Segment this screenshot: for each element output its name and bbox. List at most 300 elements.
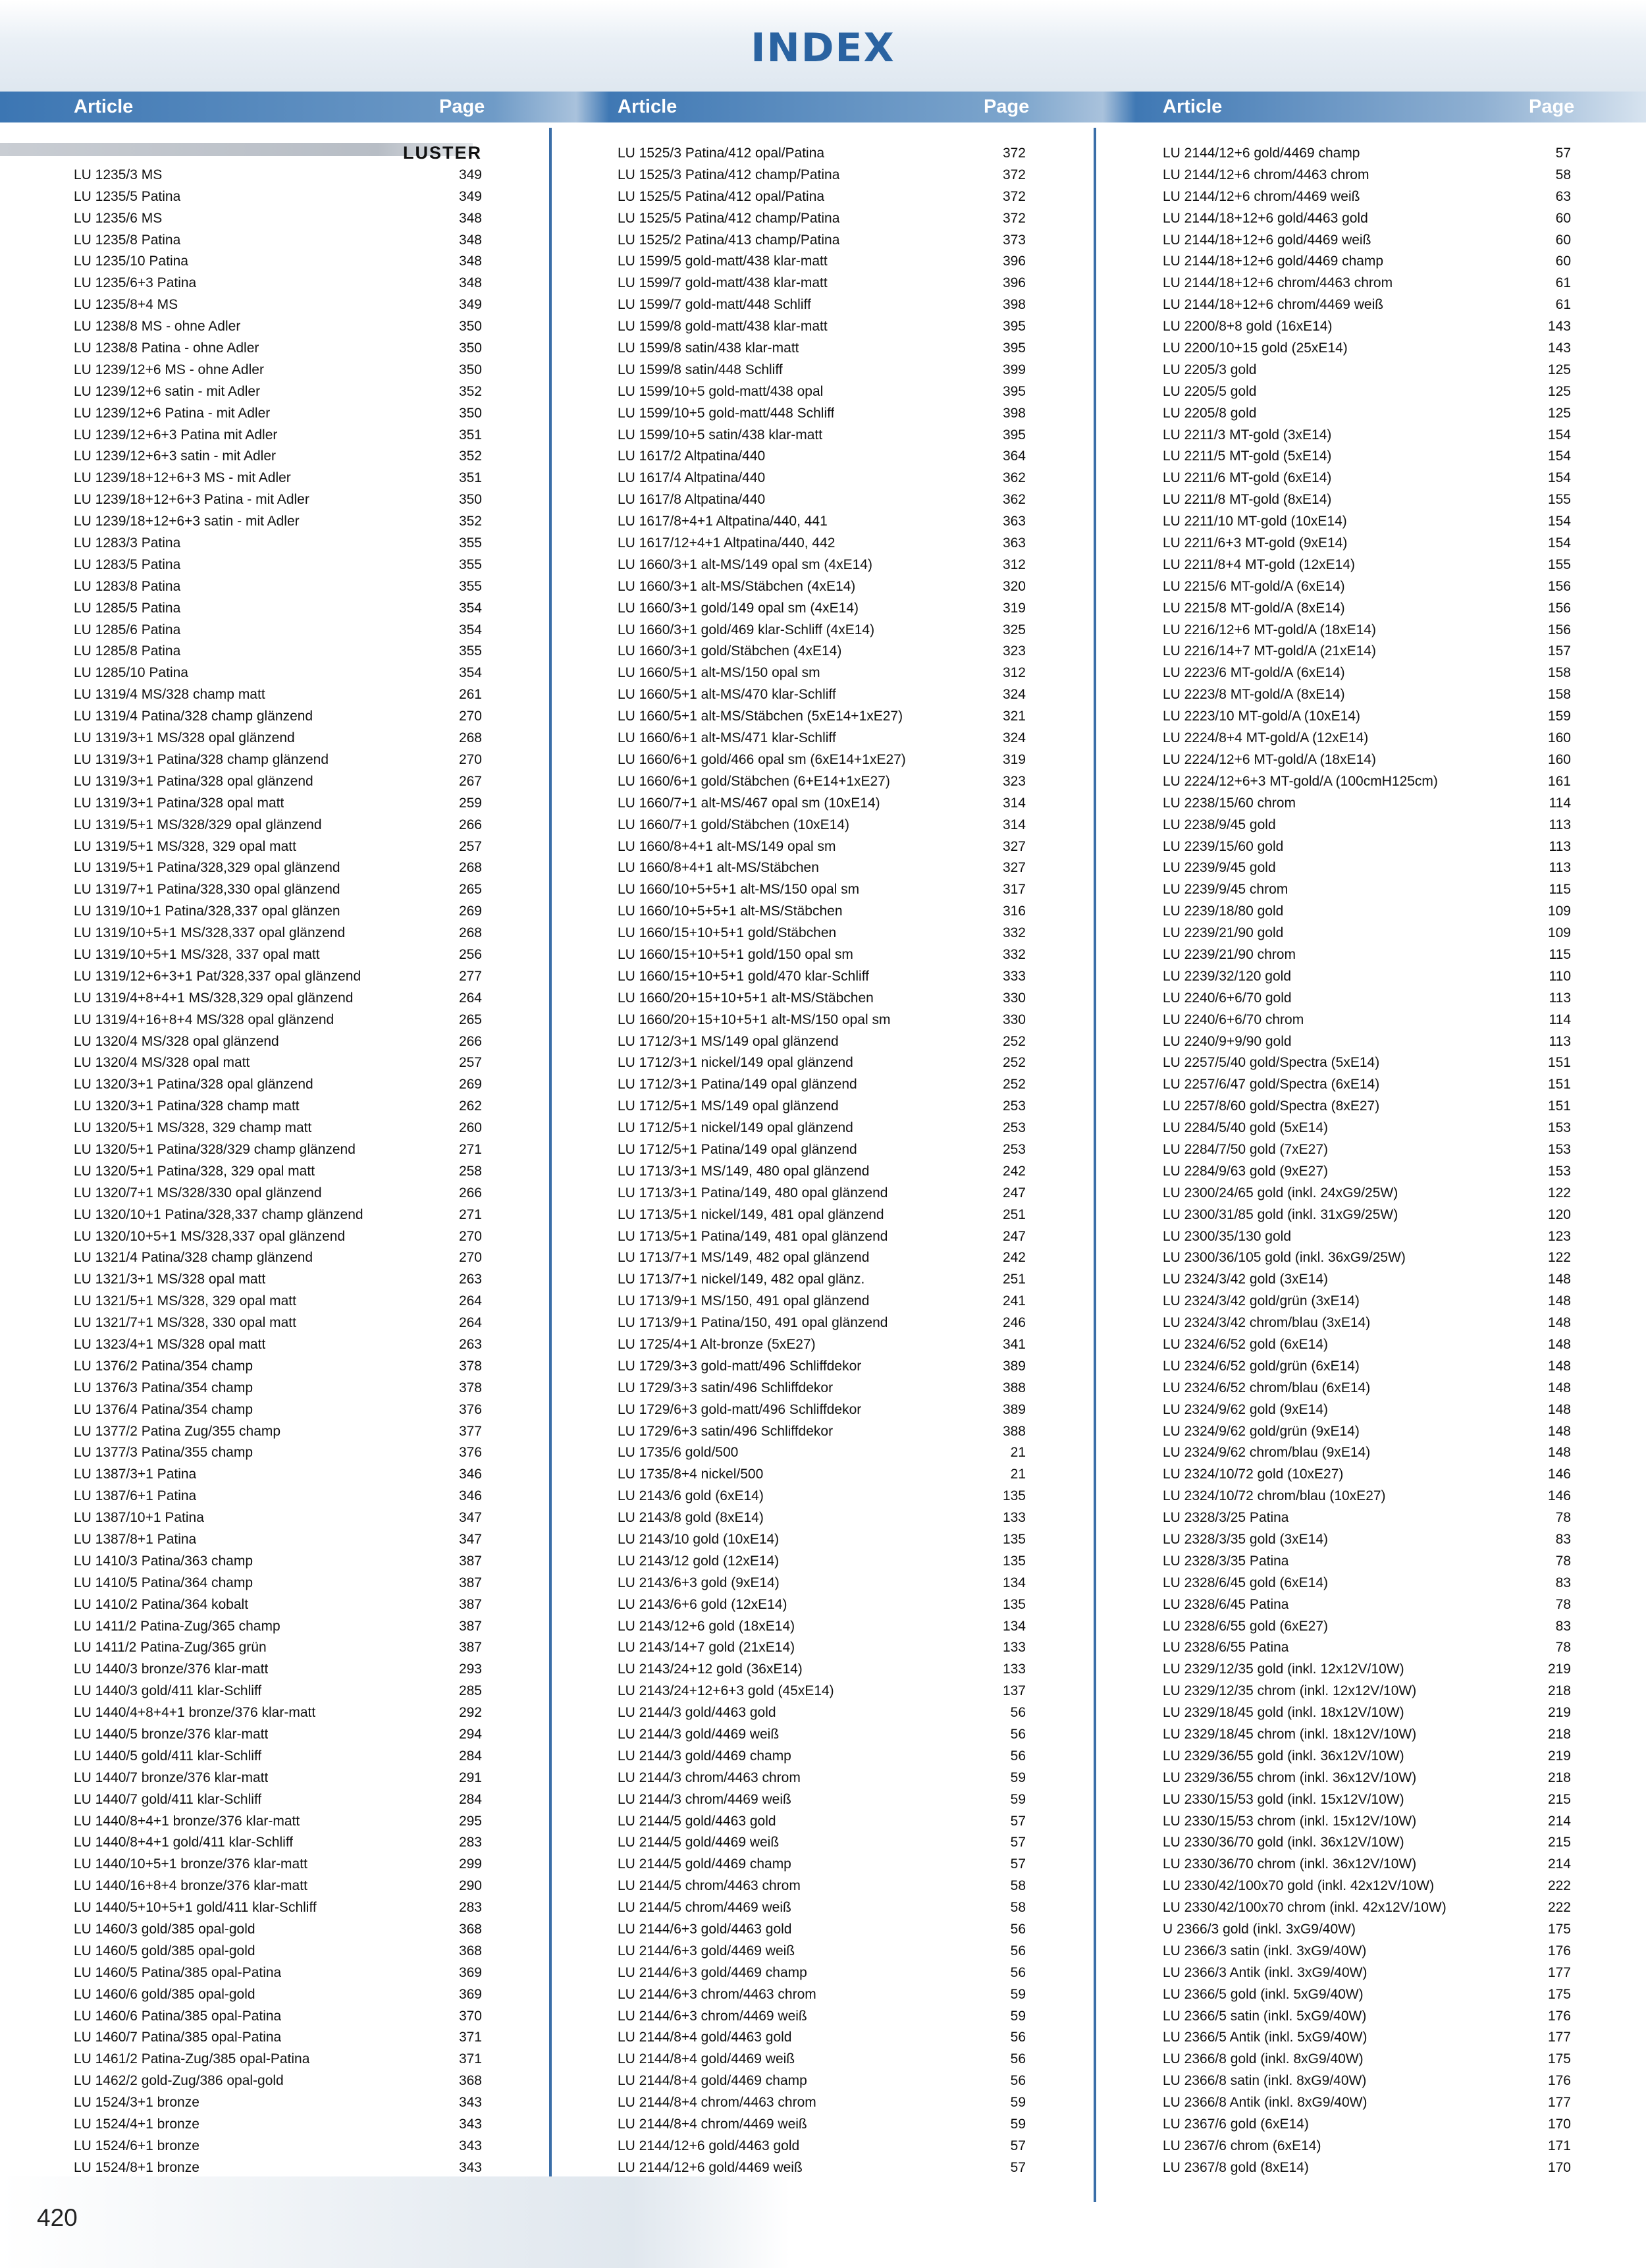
index-entry (74, 576, 482, 598)
index-entry (74, 446, 482, 468)
index-entry-page: 252 (1002, 1055, 1026, 1071)
index-entry-article: LU 2328/3/35 Patina (1163, 1553, 1289, 1569)
index-entry (618, 554, 1026, 576)
index-entry (1163, 879, 1571, 901)
index-entry-article: LU 1524/3+1 bronze (74, 2095, 199, 2111)
index-entry-page: 148 (1547, 1380, 1571, 1395)
index-entry-page: 151 (1547, 1098, 1571, 1114)
index-entry (618, 511, 1026, 533)
index-entry (1163, 1486, 1571, 1507)
index-entry-page: 323 (1002, 643, 1026, 659)
index-entry-article: LU 2200/8+8 gold (16xE14) (1163, 319, 1333, 335)
index-entry-article: LU 2224/12+6+3 MT-gold/A (100cmH125cm) (1163, 773, 1438, 789)
index-entry-page: 369 (458, 1986, 482, 2002)
index-entry-page: 343 (458, 2095, 482, 2111)
index-entry-article: LU 2239/9/45 chrom (1163, 882, 1288, 898)
index-entry (1163, 273, 1571, 294)
index-entry-article: LU 1712/3+1 MS/149 opal glänzend (618, 1033, 839, 1049)
index-entry-article: LU 2324/9/62 gold (9xE14) (1163, 1401, 1329, 1417)
index-entry-page: 389 (1002, 1401, 1026, 1417)
index-entry (1163, 1421, 1571, 1443)
index-entry-article: LU 1440/5 gold/411 klar-Schliff (74, 1748, 262, 1764)
index-entry-article: LU 1239/18+12+6+3 Patina - mit Adler (74, 492, 309, 508)
index-entry-page: 247 (1002, 1228, 1026, 1244)
index-entry-article: LU 1725/4+1 Alt-bronze (5xE27) (618, 1336, 816, 1352)
index-entry-article: LU 2205/8 gold (1163, 405, 1257, 421)
index-entry-article: LU 2257/6/47 gold/Spectra (6xE14) (1163, 1077, 1380, 1093)
index-entry (1163, 641, 1571, 662)
index-entry-page: 351 (458, 470, 482, 486)
index-entry (1163, 1681, 1571, 1702)
index-entry-article: LU 2328/3/25 Patina (1163, 1510, 1289, 1526)
index-entry-article: LU 1440/8+4+1 bronze/376 klar-matt (74, 1813, 300, 1829)
index-entry-article: LU 1321/5+1 MS/328, 329 opal matt (74, 1293, 296, 1309)
index-entry (1163, 1334, 1571, 1356)
index-entry-page: 56 (1010, 1727, 1026, 1742)
index-entry-page: 253 (1002, 1098, 1026, 1114)
index-entry-page: 343 (458, 2159, 482, 2175)
index-entry (1163, 1746, 1571, 1768)
index-entry-page: 134 (1002, 1618, 1026, 1634)
index-entry-article: LU 2144/18+12+6 gold/4463 gold (1163, 210, 1368, 226)
index-entry (1163, 793, 1571, 815)
index-entry-article: LU 1319/5+1 Patina/328,329 opal glänzend (74, 860, 340, 876)
index-entry (1163, 1616, 1571, 1638)
index-entry-article: LU 2367/8 gold (8xE14) (1163, 2159, 1309, 2175)
index-entry (618, 2027, 1026, 2049)
index-entry-article: LU 1460/6 gold/385 opal-gold (74, 1986, 255, 2002)
index-entry-page: 327 (1002, 838, 1026, 854)
index-entry-page: 56 (1010, 1964, 1026, 1980)
index-entry (618, 966, 1026, 988)
index-entry-page: 314 (1002, 795, 1026, 811)
index-entry-article: LU 2328/3/35 gold (3xE14) (1163, 1532, 1329, 1547)
index-entry-page: 133 (1002, 1661, 1026, 1677)
index-entry-page: 160 (1547, 730, 1571, 746)
index-entry-page: 299 (458, 1856, 482, 1872)
index-entry-article: LU 1239/18+12+6+3 MS - mit Adler (74, 470, 291, 486)
index-entry-page: 316 (1002, 904, 1026, 919)
index-entry-page: 263 (458, 1272, 482, 1287)
index-entry-article: LU 2143/8 gold (8xE14) (618, 1510, 764, 1526)
index-entry (618, 208, 1026, 230)
index-entry-page: 295 (458, 1813, 482, 1829)
index-entry-page: 261 (458, 687, 482, 703)
index-entry (618, 1226, 1026, 1248)
index-entry-article: LU 1440/7 bronze/376 klar-matt (74, 1769, 269, 1785)
index-entry (1163, 489, 1571, 511)
index-entry-page: 387 (458, 1575, 482, 1590)
index-entry (1163, 966, 1571, 988)
index-entry-article: LU 1525/3 Patina/412 opal/Patina (618, 146, 825, 161)
index-entry (618, 815, 1026, 836)
index-entry-article: LU 2284/7/50 gold (7xE27) (1163, 1141, 1329, 1157)
index-entry-article: LU 2330/42/100x70 chrom (inkl. 42x12V/10W) (1163, 1900, 1447, 1916)
index-entry-page: 61 (1555, 297, 1571, 313)
index-entry-page: 324 (1002, 687, 1026, 703)
index-entry-article: LU 2300/36/105 gold (inkl. 36xG9/25W) (1163, 1250, 1406, 1266)
index-entry-page: 61 (1555, 275, 1571, 291)
index-entry-page: 332 (1002, 925, 1026, 941)
index-entry-page: 151 (1547, 1055, 1571, 1071)
index-entry-page: 362 (1002, 492, 1026, 508)
index-entry-page: 319 (1002, 751, 1026, 767)
index-entry-page: 263 (458, 1336, 482, 1352)
index-entry-page: 291 (458, 1769, 482, 1785)
index-entry-article: LU 2366/5 gold (inkl. 5xG9/40W) (1163, 1986, 1364, 2002)
index-entry (1163, 2092, 1571, 2114)
index-entry-page: 120 (1547, 1206, 1571, 1222)
index-entry-article: LU 2330/36/70 chrom (inkl. 36x12V/10W) (1163, 1856, 1417, 1872)
index-entry (1163, 944, 1571, 966)
index-entry (1163, 815, 1571, 836)
index-entry-article: LU 1525/2 Patina/413 champ/Patina (618, 232, 840, 248)
index-entry (618, 2157, 1026, 2179)
index-entry-article: LU 1319/4+8+4+1 MS/328,329 opal glänzend (74, 990, 354, 1006)
index-entry-article: LU 1460/3 gold/385 opal-gold (74, 1922, 255, 1937)
index-entry-article: LU 1319/4 MS/328 champ matt (74, 687, 265, 703)
index-entry-article: LU 2144/3 gold/4469 weiß (618, 1727, 780, 1742)
index-entry-page: 371 (458, 2030, 482, 2045)
index-entry-article: LU 1321/7+1 MS/328, 330 opal matt (74, 1315, 296, 1331)
index-entry (74, 1897, 482, 1919)
index-entry-article: LU 2239/9/45 gold (1163, 860, 1276, 876)
index-entry (74, 1811, 482, 1833)
index-entry-article: LU 2205/3 gold (1163, 362, 1257, 377)
index-entry (74, 1247, 482, 1269)
index-entry-page: 352 (458, 383, 482, 399)
index-entry (618, 273, 1026, 294)
index-entry-article: LU 1713/5+1 Patina/149, 481 opal glänzend (618, 1228, 888, 1244)
index-entry (618, 1681, 1026, 1702)
index-entry-page: 290 (458, 1878, 482, 1894)
index-entry (1163, 662, 1571, 684)
index-entry (1163, 576, 1571, 598)
index-entry (1163, 1919, 1571, 1941)
index-entry (618, 1312, 1026, 1334)
index-entry-article: LU 2366/8 Antik (inkl. 8xG9/40W) (1163, 2095, 1367, 2111)
index-entry (74, 360, 482, 381)
index-entry-page: 377 (458, 1423, 482, 1439)
index-entry-article: LU 1319/7+1 Patina/328,330 opal glänzend (74, 882, 340, 898)
index-entry-page: 146 (1547, 1488, 1571, 1504)
index-entry-page: 146 (1547, 1467, 1571, 1482)
index-entry-page: 153 (1547, 1163, 1571, 1179)
index-entry (1163, 836, 1571, 858)
index-entry (1163, 230, 1571, 252)
index-entry (1163, 1356, 1571, 1378)
index-entry-article: LU 2205/5 gold (1163, 383, 1257, 399)
index-entry-article: LU 1320/5+1 Patina/328, 329 opal matt (74, 1163, 315, 1179)
index-entry-article: LU 1525/3 Patina/412 champ/Patina (618, 167, 840, 182)
index-entry (74, 1486, 482, 1507)
index-entry-article: LU 1713/3+1 Patina/149, 480 opal glänzend (618, 1185, 888, 1201)
index-entry-page: 283 (458, 1900, 482, 1916)
index-entry-article: LU 1660/10+5+5+1 alt-MS/150 opal sm (618, 882, 860, 898)
column-header-page-3: Page (1529, 96, 1575, 117)
index-entry (618, 2006, 1026, 2028)
index-entry (74, 1616, 482, 1638)
index-entry (74, 728, 482, 749)
index-entry-page: 60 (1555, 210, 1571, 226)
index-entry-page: 83 (1555, 1532, 1571, 1547)
index-entry-article: LU 1660/15+10+5+1 gold/470 klar-Schliff (618, 968, 869, 984)
index-entry-page: 395 (1002, 340, 1026, 356)
index-entry (1163, 620, 1571, 641)
index-entry-page: 63 (1555, 188, 1571, 204)
index-entry (74, 554, 482, 576)
index-entry-article: LU 1238/8 Patina - ohne Adler (74, 340, 259, 356)
index-entry-page: 148 (1547, 1401, 1571, 1417)
index-entry-article: LU 1410/2 Patina/364 kobalt (74, 1596, 249, 1612)
index-entry-article: LU 1320/3+1 Patina/328 champ matt (74, 1098, 300, 1114)
index-entry (1163, 1312, 1571, 1334)
index-entry-article: LU 1617/2 Altpatina/440 (618, 448, 766, 464)
index-entry (1163, 1247, 1571, 1269)
index-entry (618, 316, 1026, 338)
index-entry-page: 351 (458, 427, 482, 443)
index-entry-article: LU 1712/3+1 Patina/149 opal glänzend (618, 1077, 857, 1093)
index-entry-article: LU 2215/8 MT-gold/A (8xE14) (1163, 600, 1345, 616)
index-entry (74, 1378, 482, 1399)
index-entry (74, 598, 482, 620)
index-entry (618, 1052, 1026, 1074)
index-entry (74, 1464, 482, 1486)
index-entry-article: LU 1319/5+1 MS/328/329 opal glänzend (74, 817, 322, 832)
index-entry-article: LU 2239/21/90 chrom (1163, 946, 1296, 962)
index-entry (74, 1226, 482, 1248)
index-entry (74, 944, 482, 966)
index-entry (74, 489, 482, 511)
index-entry (618, 1291, 1026, 1312)
index-entry-page: 113 (1549, 990, 1571, 1006)
index-entry (1163, 1573, 1571, 1594)
index-entry-article: LU 2240/6+6/70 gold (1163, 990, 1292, 1006)
index-column-3 (1163, 143, 1571, 2179)
index-entry-page: 319 (1002, 600, 1026, 616)
index-entry-article: LU 1283/5 Patina (74, 556, 181, 572)
index-entry (74, 1118, 482, 1139)
index-entry (1163, 403, 1571, 425)
index-entry-article: LU 2284/5/40 gold (5xE14) (1163, 1120, 1329, 1136)
index-entry (1163, 1962, 1571, 1984)
index-entry-page: 270 (458, 1228, 482, 1244)
index-entry (74, 1421, 482, 1443)
index-entry-article: LU 2300/24/65 gold (inkl. 24xG9/25W) (1163, 1185, 1398, 1201)
index-entry (618, 1724, 1026, 1746)
index-entry-page: 218 (1547, 1683, 1571, 1699)
index-entry (618, 1897, 1026, 1919)
index-entry-article: LU 1599/8 satin/438 klar-matt (618, 340, 799, 356)
index-entry-article: LU 1660/15+10+5+1 gold/150 opal sm (618, 946, 853, 962)
index-entry-article: LU 1460/5 Patina/385 opal-Patina (74, 1964, 282, 1980)
index-entry-article: LU 2144/12+6 gold/4463 gold (618, 2138, 800, 2153)
index-column-2 (618, 143, 1026, 2179)
index-entry-page: 58 (1010, 1900, 1026, 1916)
index-entry (1163, 2114, 1571, 2136)
index-entry-page: 262 (458, 1098, 482, 1114)
index-entry-page: 59 (1010, 1791, 1026, 1807)
index-entry-article: LU 2239/32/120 gold (1163, 968, 1291, 984)
index-entry-article: LU 1617/8+4+1 Altpatina/440, 441 (618, 514, 828, 529)
index-entry-page: 363 (1002, 535, 1026, 551)
index-entry (1163, 857, 1571, 879)
index-entry-article: LU 2366/3 Antik (inkl. 3xG9/40W) (1163, 1964, 1367, 1980)
index-entry-page: 83 (1555, 1575, 1571, 1590)
index-entry-article: LU 1660/7+1 alt-MS/467 opal sm (10xE14) (618, 795, 880, 811)
index-entry-page: 156 (1547, 622, 1571, 637)
index-entry-article: LU 1235/10 Patina (74, 254, 188, 269)
index-entry-article: LU 1599/5 gold-matt/438 klar-matt (618, 254, 828, 269)
index-entry-page: 347 (458, 1510, 482, 1526)
index-entry-page: 148 (1547, 1293, 1571, 1309)
index-entry-article: LU 2324/10/72 chrom/blau (10xE27) (1163, 1488, 1386, 1504)
index-entry-page: 271 (458, 1206, 482, 1222)
index-entry (74, 1074, 482, 1096)
index-entry-page: 283 (458, 1835, 482, 1850)
index-entry-article: LU 2144/18+12+6 gold/4469 weiß (1163, 232, 1371, 248)
index-entry (74, 684, 482, 706)
index-entry (1163, 1507, 1571, 1529)
index-entry-page: 346 (458, 1488, 482, 1504)
index-entry (74, 1876, 482, 1897)
index-entry (618, 576, 1026, 598)
index-entry (1163, 1074, 1571, 1096)
index-entry (74, 923, 482, 944)
index-entry-page: 21 (1010, 1445, 1026, 1461)
column-divider (1094, 128, 1096, 2202)
index-entry (74, 1724, 482, 1746)
index-entry-article: LU 2224/12+6 MT-gold/A (18xE14) (1163, 751, 1376, 767)
index-entry-article: LU 1729/6+3 satin/496 Schliffdekor (618, 1423, 834, 1439)
index-entry-page: 387 (458, 1553, 482, 1569)
index-entry (1163, 533, 1571, 554)
index-entry-page: 252 (1002, 1033, 1026, 1049)
column-header-article-1: Article (74, 96, 134, 117)
index-entry-article: LU 1235/8+4 MS (74, 297, 178, 313)
section-heading-bar (0, 143, 473, 156)
index-entry (74, 966, 482, 988)
index-entry-page: 265 (458, 882, 482, 898)
index-entry (618, 1702, 1026, 1724)
index-entry-article: LU 1660/3+1 alt-MS/Stäbchen (4xE14) (618, 578, 856, 594)
index-entry-page: 264 (458, 990, 482, 1006)
index-entry (74, 1356, 482, 1378)
index-entry (1163, 1551, 1571, 1573)
index-entry (1163, 468, 1571, 489)
index-entry-page: 267 (458, 773, 482, 789)
index-entry (1163, 988, 1571, 1010)
index-entry (1163, 208, 1571, 230)
index-entry-article: LU 1713/3+1 MS/149, 480 opal glänzend (618, 1163, 870, 1179)
index-entry-article: LU 2143/6 gold (6xE14) (618, 1488, 764, 1504)
index-entry-article: LU 2367/6 chrom (6xE14) (1163, 2138, 1321, 2153)
index-entry (618, 381, 1026, 403)
index-entry-page: 214 (1547, 1813, 1571, 1829)
index-entry-page: 343 (458, 2117, 482, 2132)
index-entry-article: LU 2144/5 gold/4469 weiß (618, 1835, 780, 1850)
index-entry-article: LU 2144/8+4 chrom/4469 weiß (618, 2117, 807, 2132)
index-entry-page: 257 (458, 1055, 482, 1071)
index-entry-page: 264 (458, 1315, 482, 1331)
index-entry (74, 1594, 482, 1616)
index-entry-page: 153 (1547, 1120, 1571, 1136)
index-entry-article: LU 1319/4 Patina/328 champ glänzend (74, 709, 313, 724)
index-entry-article: LU 1660/20+15+10+5+1 alt-MS/150 opal sm (618, 1012, 891, 1027)
index-entry-page: 333 (1002, 968, 1026, 984)
index-entry-page: 355 (458, 578, 482, 594)
index-entry-article: LU 2328/6/55 Patina (1163, 1640, 1289, 1656)
index-entry-page: 352 (458, 514, 482, 529)
index-entry (618, 1399, 1026, 1421)
index-entry (1163, 2157, 1571, 2179)
column-header-page-2: Page (984, 96, 1030, 117)
index-entry (1163, 554, 1571, 576)
index-entry (74, 2027, 482, 2049)
index-entry (618, 1118, 1026, 1139)
index-entry-page: 252 (1002, 1077, 1026, 1093)
index-entry (1163, 1529, 1571, 1551)
index-entry (1163, 1118, 1571, 1139)
index-entry (1163, 923, 1571, 944)
index-entry-page: 56 (1010, 2030, 1026, 2045)
index-entry-page: 135 (1002, 1532, 1026, 1547)
index-entry-page: 285 (458, 1683, 482, 1699)
index-entry (74, 338, 482, 360)
index-entry-page: 268 (458, 860, 482, 876)
index-entry-page: 330 (1002, 990, 1026, 1006)
index-entry (74, 1507, 482, 1529)
index-entry-page: 171 (1547, 2138, 1571, 2153)
index-entry-page: 378 (458, 1380, 482, 1395)
index-entry-page: 56 (1010, 1705, 1026, 1721)
index-entry-article: LU 1283/8 Patina (74, 578, 181, 594)
index-entry-article: LU 2329/18/45 chrom (inkl. 18x12V/10W) (1163, 1727, 1417, 1742)
index-entry-page: 332 (1002, 946, 1026, 962)
index-entry-page: 325 (1002, 622, 1026, 637)
index-entry-page: 143 (1547, 340, 1571, 356)
index-entry (74, 425, 482, 446)
index-entry-article: LU 1285/5 Patina (74, 600, 181, 616)
index-entry-page: 284 (458, 1791, 482, 1807)
index-entry-page: 161 (1547, 773, 1571, 789)
index-entry-page: 350 (458, 319, 482, 335)
index-entry-article: LU 1599/7 gold-matt/438 klar-matt (618, 275, 828, 291)
index-entry-page: 222 (1547, 1900, 1571, 1916)
index-entry (618, 2114, 1026, 2136)
index-entry-page: 215 (1547, 1835, 1571, 1850)
index-entry-article: LU 2144/6+3 gold/4463 gold (618, 1922, 792, 1937)
index-entry (74, 1269, 482, 1291)
index-entry-article: LU 2211/5 MT-gold (5xE14) (1163, 448, 1332, 464)
index-entry (74, 2157, 482, 2179)
index-entry (1163, 706, 1571, 728)
index-entry (1163, 381, 1571, 403)
index-entry-page: 251 (1002, 1272, 1026, 1287)
index-entry (618, 1204, 1026, 1226)
index-entry-article: LU 1617/12+4+1 Altpatina/440, 442 (618, 535, 836, 551)
index-entry-page: 177 (1547, 2030, 1571, 2045)
index-entry-page: 214 (1547, 1856, 1571, 1872)
index-entry-article: LU 2143/14+7 gold (21xE14) (618, 1640, 795, 1656)
index-entry-page: 349 (458, 188, 482, 204)
index-entry-article: LU 2239/18/80 gold (1163, 904, 1284, 919)
column-header-page-1: Page (439, 96, 485, 117)
index-entry-article: LU 1319/5+1 MS/328, 329 opal matt (74, 838, 296, 854)
index-entry-article: LU 1319/3+1 Patina/328 champ glänzend (74, 751, 329, 767)
index-entry (618, 230, 1026, 252)
index-entry-article: LU 1411/2 Patina-Zug/365 grün (74, 1640, 267, 1656)
